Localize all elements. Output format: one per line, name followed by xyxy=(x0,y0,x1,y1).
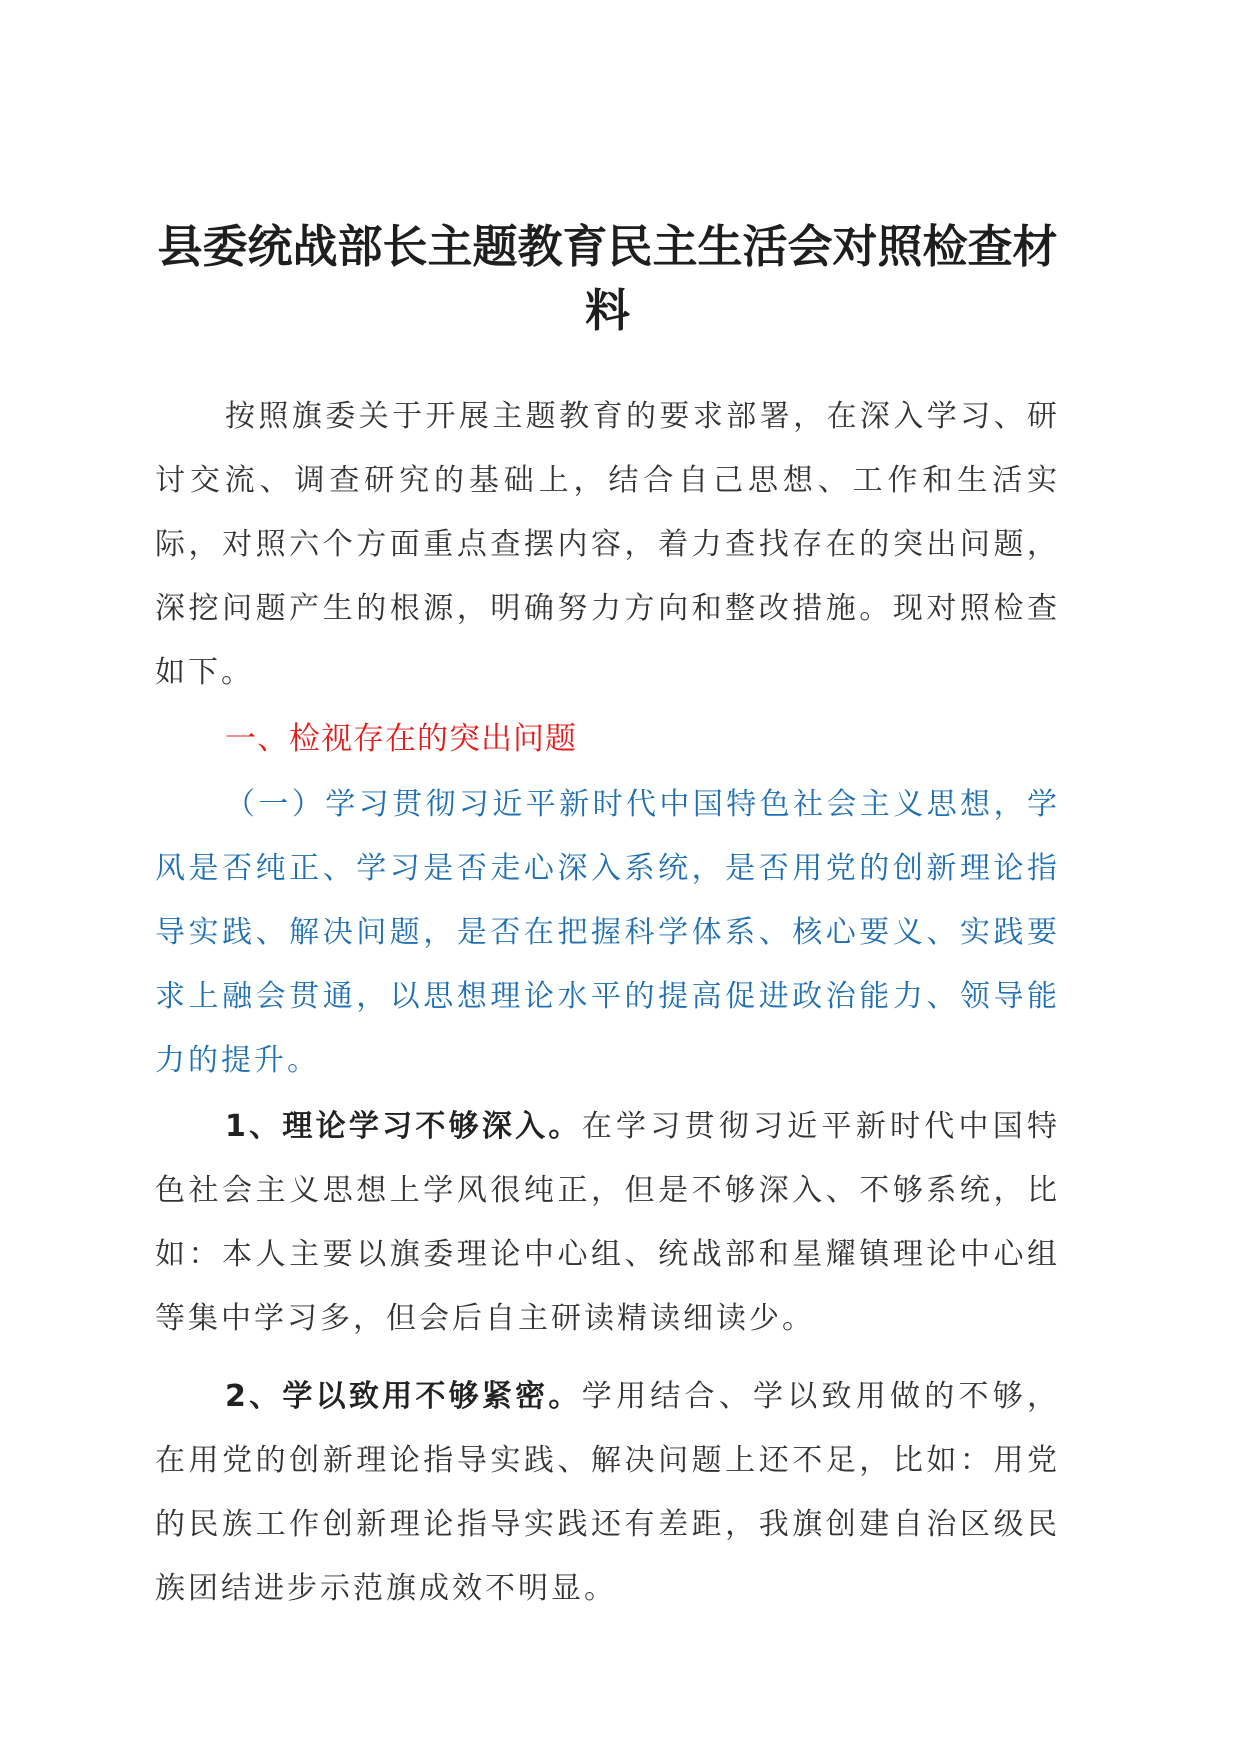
subsection-heading: （一）学习贯彻习近平新时代中国特色社会主义思想，学风是否纯正、学习是否走心深入系统，是否用党的创新理论指导实践、解决问题，是否在把握科学体系、核心要义、实践要求上融会贯通，以思想理论水平的提高促进政治能力、领导能力的提升。 xyxy=(155,787,1060,1078)
problem-item-body: 在学习贯彻习近平新时代中国特色社会主义思想上学风很纯正，但是不够深入、不够系统，比如：本人主要以旗委理论中心组、统战部和星耀镇理论中心组等集中学习多，但会后自主研读精读细读少。 xyxy=(155,1109,1061,1336)
problem-item xyxy=(155,1095,1060,1351)
problem-item-lead: 2、学以致用不够紧密。 xyxy=(225,1379,582,1414)
document-title: 县委统战部长主题教育民主生活会对照检查材料 xyxy=(157,220,1058,337)
intro-paragraph: 按照旗委关于开展主题教育的要求部署，在深入学习、研讨交流、调查研究的基础上，结合自己思想、工作和生活实际，对照六个方面重点查摆内容，着力查找存在的突出问题，深挖问题产生的根源，明确努力方向和整改措施。现对照检查如下。 xyxy=(155,399,1060,690)
section-heading: 一、检视存在的突出问题 xyxy=(225,721,577,757)
problem-item-lead: 1、理论学习不够深入。 xyxy=(225,1109,582,1144)
problem-item xyxy=(155,1365,1060,1621)
problem-item-body: 学用结合、学以致用做的不够，在用党的创新理论指导实践、解决问题上还不足，比如：用党的民族工作创新理论指导实践还有差距，我旗创建自治区级民族团结进步示范旗成效不明显。 xyxy=(155,1379,1061,1606)
document-body xyxy=(155,215,1060,1621)
